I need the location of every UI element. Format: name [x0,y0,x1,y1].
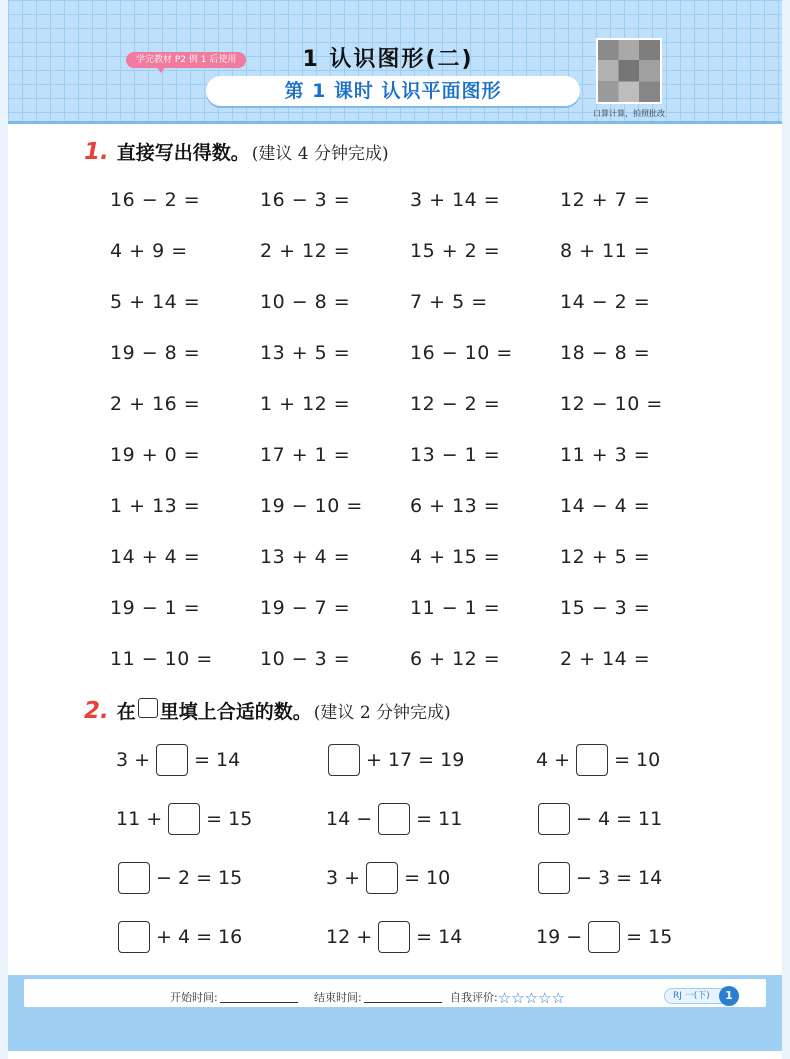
problem-left-text: 3 + [326,867,361,889]
arithmetic-problem: 4 + 15 = [410,546,501,568]
qr-caption: 口算计算，拍照批改 [593,109,665,118]
fill-in-problem [114,740,324,780]
end-time-line[interactable] [364,1002,442,1003]
section-1-heading [84,138,389,165]
arithmetic-problem: 5 + 14 = [110,291,201,313]
arithmetic-problem: 12 − 2 = [410,393,501,415]
start-time-label: 开始时间: [170,991,218,1004]
answer-box[interactable] [576,744,608,776]
usage-tag: 学完教材 P2 例 1 后使用 [126,52,246,68]
answer-box[interactable] [328,744,360,776]
arithmetic-problem: 13 − 1 = [410,444,501,466]
arithmetic-problem: 16 − 2 = [110,189,201,211]
footer-strip [24,979,766,1007]
fill-in-problem [114,858,324,898]
section-1-title: 直接写出得数。 [116,142,250,164]
arithmetic-problem: 12 + 7 = [560,189,651,211]
problem-right-text: − 4 = 11 [576,808,663,830]
arithmetic-problem: 2 + 14 = [560,648,651,670]
page-header [8,0,782,124]
problem-right-text: − 2 = 15 [156,867,243,889]
arithmetic-problem: 11 − 10 = [110,648,213,670]
arithmetic-problem: 19 − 7 = [260,597,351,619]
arithmetic-problem: 19 − 1 = [110,597,201,619]
problem-left-text: 19 − [536,926,583,948]
problem-right-text: = 10 [404,867,451,889]
arithmetic-problem: 14 − 2 = [560,291,651,313]
book-badge: RJ 一(下) [664,988,735,1004]
problem-left-text: 11 + [116,808,163,830]
arithmetic-problem: 13 + 5 = [260,342,351,364]
section-2-heading [84,697,451,724]
problem-left-text: 3 + [116,749,151,771]
arithmetic-problem: 3 + 14 = [410,189,501,211]
arithmetic-problem: 1 + 12 = [260,393,351,415]
unit-title: 1 认识图形(二) [302,47,474,72]
problem-right-text: = 15 [206,808,253,830]
problem-left-text: 4 + [536,749,571,771]
star-rating-icon[interactable]: ☆☆☆☆☆ [497,989,565,1007]
answer-box[interactable] [118,862,150,894]
section-2-title-after: 里填上合适的数。 [159,701,312,723]
fill-in-problem [534,740,714,780]
fill-in-problem [114,917,324,957]
usage-tag-pointer [156,66,166,73]
section-2-time-note: (建议 2 分钟完成) [313,703,451,723]
answer-box[interactable] [538,803,570,835]
arithmetic-problem: 13 + 4 = [260,546,351,568]
arithmetic-problem: 7 + 5 = [410,291,488,313]
blank-box-icon [138,698,158,718]
arithmetic-problem: 6 + 12 = [410,648,501,670]
arithmetic-problem: 12 − 10 = [560,393,663,415]
answer-box[interactable] [588,921,620,953]
section-2-problem-grid [114,740,714,976]
fill-in-problem [534,858,714,898]
arithmetic-problem: 10 − 8 = [260,291,351,313]
section-1-time-note: (建议 4 分钟完成) [251,144,389,164]
answer-box[interactable] [156,744,188,776]
arithmetic-problem: 10 − 3 = [260,648,351,670]
problem-right-text: = 10 [614,749,661,771]
arithmetic-problem: 16 − 3 = [260,189,351,211]
answer-box[interactable] [168,803,200,835]
problem-right-text: + 17 = 19 [366,749,465,771]
arithmetic-problem: 18 − 8 = [560,342,651,364]
start-time-field[interactable] [170,989,298,1005]
section-2-title-before: 在 [116,701,136,723]
arithmetic-problem: 19 − 8 = [110,342,201,364]
arithmetic-problem: 11 − 1 = [410,597,501,619]
problem-right-text: = 14 [416,926,463,948]
arithmetic-problem: 12 + 5 = [560,546,651,568]
answer-box[interactable] [538,862,570,894]
problem-right-text: = 11 [416,808,463,830]
fill-in-problem [324,917,534,957]
end-time-field[interactable] [314,989,442,1005]
problem-left-text: 12 + [326,926,373,948]
fill-in-problem [324,799,534,839]
arithmetic-problem: 2 + 16 = [110,393,201,415]
problem-right-text: = 15 [626,926,673,948]
arithmetic-problem: 16 − 10 = [410,342,513,364]
arithmetic-problem: 19 + 0 = [110,444,201,466]
answer-box[interactable] [366,862,398,894]
start-time-line[interactable] [220,1002,298,1003]
arithmetic-problem: 1 + 13 = [110,495,201,517]
arithmetic-problem: 15 − 3 = [560,597,651,619]
arithmetic-problem: 15 + 2 = [410,240,501,262]
problem-right-text: − 3 = 14 [576,867,663,889]
page-number: 1 [719,986,739,1006]
end-time-label: 结束时间: [314,991,362,1004]
arithmetic-problem: 11 + 3 = [560,444,651,466]
worksheet-page [8,0,782,1059]
arithmetic-problem: 14 − 4 = [560,495,651,517]
problem-left-text: 14 − [326,808,373,830]
fill-in-problem [324,858,534,898]
arithmetic-problem: 8 + 11 = [560,240,651,262]
section-2-number: 2. [84,698,109,724]
arithmetic-problem: 2 + 12 = [260,240,351,262]
problem-right-text: = 14 [194,749,241,771]
fill-in-problem [114,799,324,839]
fill-in-problem [534,799,714,839]
answer-box[interactable] [378,803,410,835]
problem-right-text: + 4 = 16 [156,926,243,948]
arithmetic-problem: 17 + 1 = [260,444,351,466]
fill-in-problem [324,740,534,780]
qr-code-image[interactable] [596,38,662,104]
arithmetic-problem: 6 + 13 = [410,495,501,517]
lesson-title: 第 1 课时 认识平面图形 [206,76,580,106]
answer-box[interactable] [378,921,410,953]
section-1-number: 1. [84,139,109,165]
self-eval-label: 自我评价: [450,991,498,1004]
fill-in-problem [534,917,714,957]
arithmetic-problem: 4 + 9 = [110,240,188,262]
page-footer [8,975,782,1051]
arithmetic-problem: 19 − 10 = [260,495,363,517]
arithmetic-problem: 14 + 4 = [110,546,201,568]
self-eval-field [450,989,565,1007]
answer-box[interactable] [118,921,150,953]
section-1-problem-grid [110,180,710,690]
